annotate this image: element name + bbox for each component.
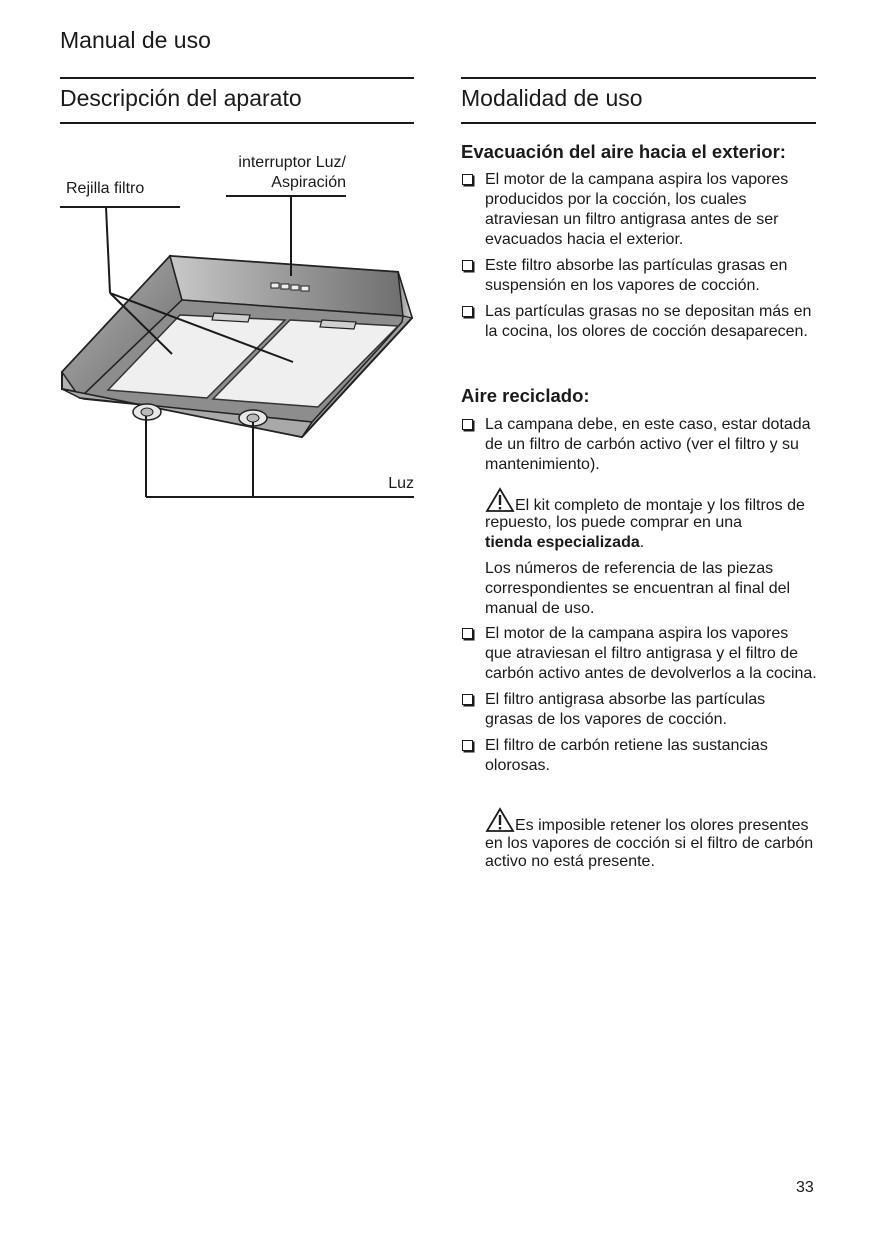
page-number: 33	[796, 1179, 814, 1196]
label-light: Luz	[388, 475, 414, 492]
recirculation-bullet-list	[461, 624, 817, 782]
checkbox-bullet-icon	[462, 419, 473, 430]
checkbox-bullet-icon	[462, 174, 473, 185]
recirculation-bullet: El filtro antigrasa absorbe las partículas grasas de los vapores de cocción.	[461, 690, 817, 730]
checkbox-bullet-icon	[462, 628, 473, 639]
checkbox-bullet-icon	[462, 740, 473, 751]
note-reference-paragraph: Los números de referencia de las piezas correspondientes se encuentran al final del manual de uso.	[485, 560, 791, 617]
checkbox-bullet-icon	[462, 694, 473, 705]
right-top-rule	[461, 77, 816, 79]
recirculation-bullet-first	[461, 415, 817, 481]
checkbox-bullet-icon	[462, 260, 473, 271]
label-switch-line2: Aspiración	[271, 174, 346, 191]
right-bottom-rule	[461, 122, 816, 124]
exhaust-bullet: Este filtro absorbe las partículas grasas en suspensión en los vapores de cocción.	[461, 256, 817, 296]
checkbox-bullet-icon	[462, 306, 473, 317]
heading-recirculation: Aire reciclado:	[461, 385, 590, 406]
warning-note-kit: El kit completo de montaje y los filtros de repuesto, los puede comprar en una tienda especializada.	[485, 487, 819, 551]
label-filter-grille: Rejilla filtro	[66, 180, 145, 197]
exhaust-bullet: Las partículas grasas no se depositan más en la cocina, los olores de cocción desaparecen.	[461, 302, 817, 342]
recirculation-bullet: El motor de la campana aspira los vapores que atraviesan el filtro antigrasa y el filtro de carbón activo antes de devolverlos a la cocina.	[461, 624, 817, 684]
left-section-title: Descripción del aparato	[60, 85, 302, 111]
label-switch-line1: interruptor Luz/	[238, 154, 346, 171]
warning-triangle-icon	[485, 487, 515, 513]
warning-note-odors: Es imposible retener los olores presentes en los vapores de cocción si el filtro de carbón activo no está presente.	[485, 807, 819, 871]
exhaust-bullet: El motor de la campana aspira los vapores producidos por la cocción, los cuales atraviesan un filtro antigrasa antes de ser evacuados hacia el exterior.	[461, 170, 817, 250]
exhaust-bullet-list	[461, 170, 817, 348]
recirculation-bullet: El filtro de carbón retiene las sustancias olorosas.	[461, 736, 817, 776]
warning-triangle-icon	[485, 807, 515, 833]
right-section-title: Modalidad de uso	[461, 85, 643, 111]
heading-exhaust: Evacuación del aire hacia el exterior:	[461, 141, 786, 162]
document-title: Manual de uso	[60, 27, 211, 53]
recirculation-bullet: La campana debe, en este caso, estar dotada de un filtro de carbón activo (ver el filtro y su mantenimiento).	[461, 415, 817, 475]
range-hood-diagram	[0, 0, 440, 520]
